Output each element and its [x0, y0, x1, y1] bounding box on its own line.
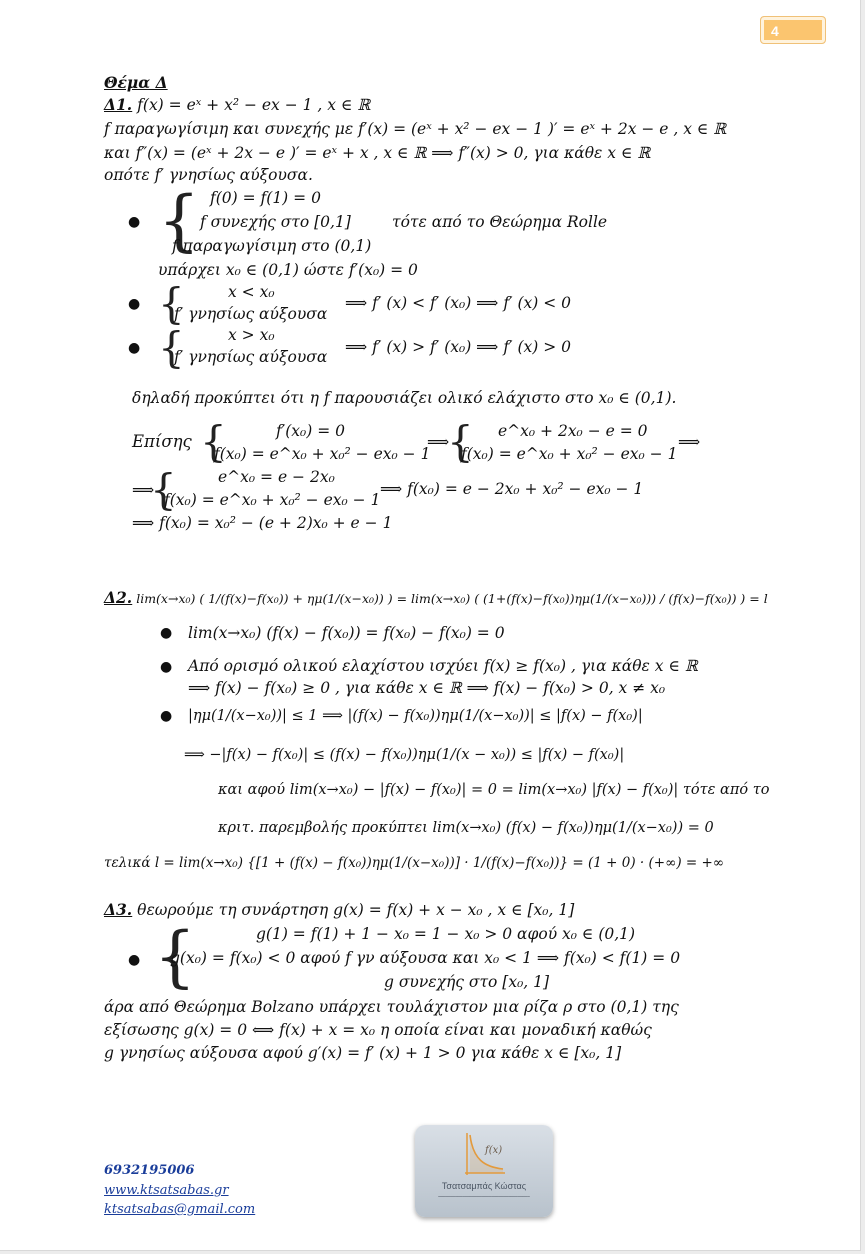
case-1-a: x < x₀ [228, 283, 275, 301]
d1-line-6: δηλαδή προκύπτει ότι η f παρουσιάζει ολικό ελάχιστο στο x₀ ∈ (0,1). [132, 389, 677, 407]
e-line-7: ⟹ f(x₀) = e − 2x₀ + x₀² − ex₀ − 1 [380, 480, 644, 498]
d1-line-3: και f″(x) = (eˣ + 2x − e )′ = eˣ + x , x ∈ ℝ ⟹ f″(x) > 0, για κάθε x ∈ ℝ [104, 144, 651, 162]
logo-graph-icon [415, 1125, 553, 1181]
case-1-result: ⟹ f′ (x) < f′ (x₀) ⟹ f′ (x) < 0 [345, 294, 572, 312]
e-arrow: ⟹ [678, 433, 701, 451]
logo-tagline: ━━━━━━━━━━━━━━━━━━━━━━━━━━━━━━━━━━━━━━ [438, 1194, 530, 1199]
d3-system-2: g(x₀) = f(x₀) < 0 αφού f γν αύξουσα και x₀ < 1 ⟹ f(x₀) < f(1) = 0 [170, 949, 681, 967]
d2-final: τελικά l = lim(x→x₀) {[1 + (f(x) − f(x₀))ημ(1/(x−x₀))] · 1/(f(x)−f(x₀))} = (1 + 0) · (+∞) = +∞ [104, 855, 725, 871]
e-line-8: ⟹ f(x₀) = x₀² − (e + 2)x₀ + e − 1 [132, 514, 393, 532]
page-number-badge: 4 [760, 16, 826, 44]
left-brace-icon: { [158, 279, 185, 328]
rolle-condition-2: f συνεχής στο [0,1] [200, 213, 351, 231]
d1-function-def: f(x) = eˣ + x² − ex − 1 , x ∈ ℝ [137, 96, 371, 114]
e-line-3: e^x₀ + 2x₀ − e = 0 [498, 422, 648, 440]
d1-label: Δ1. [104, 95, 133, 114]
d3-line-2: άρα από Θεώρημα Bolzano υπάρχει τουλάχιστον μια ρίζα ρ στο (0,1) της [104, 998, 679, 1016]
d1-line-2: f παραγωγίσιμη και συνεχής με f′(x) = (eˣ + x² − ex − 1 )′ = eˣ + 2x − e , x ∈ ℝ [104, 120, 727, 138]
e-label: Επίσης [132, 432, 192, 451]
case-2-result: ⟹ f′ (x) > f′ (x₀) ⟹ f′ (x) > 0 [345, 338, 572, 356]
bullet-icon: ● [128, 214, 141, 230]
d3-line-3: εξίσωσης g(x) = 0 ⟺ f(x) + x = x₀ η οποία είναι και μοναδική καθώς [104, 1021, 652, 1039]
d2-line-1 [104, 588, 768, 609]
d3-label: Δ3. [104, 900, 133, 919]
rolle-condition-3: f παραγωγίσιμη στο (0,1) [172, 237, 372, 255]
d3-system-1: g(1) = f(1) + 1 − x₀ = 1 − x₀ > 0 αφού x₀ ∈ (0,1) [256, 925, 636, 943]
d2-label: Δ2. [104, 588, 133, 607]
case-2-b: f′ γνησίως αύξουσα [174, 348, 328, 366]
d2-bullet-3b: ⟹ −|f(x) − f(x₀)| ≤ (f(x) − f(x₀))ημ(1/(x − x₀)) ≤ |f(x) − f(x₀)| [184, 747, 625, 763]
left-brace-icon: { [200, 417, 227, 466]
footer-phone: 6932195006 [104, 1163, 195, 1178]
bullet-icon: ● [160, 659, 173, 675]
rolle-conclusion: τότε από το Θεώρημα Rolle [392, 213, 608, 231]
left-brace-icon: { [158, 323, 185, 372]
bullet-icon: ● [128, 340, 141, 356]
d1-line-5: υπάρχει x₀ ∈ (0,1) ώστε f′(x₀) = 0 [158, 261, 418, 279]
d2-bullet-3d: κριτ. παρεμβολής προκύπτει lim(x→x₀) (f(x) − f(x₀))ημ(1/(x−x₀)) = 0 [218, 820, 714, 836]
bullet-icon: ● [160, 708, 173, 724]
e-line-5: e^x₀ = e − 2x₀ [218, 468, 335, 486]
footer-email-link[interactable]: ktsatsabas@gmail.com [104, 1202, 256, 1217]
bullet-icon: ● [128, 952, 141, 968]
logo-name: Τσατσαμπάς Κώστας [441, 1181, 527, 1191]
d3-system-3: g συνεχής στο [x₀, 1] [384, 973, 550, 991]
e-line-6: f(x₀) = e^x₀ + x₀² − ex₀ − 1 [164, 491, 381, 509]
d2-limit-expression: lim(x→x₀) ( 1/(f(x)−f(x₀)) + ημ(1/(x−x₀)) ) = lim(x→x₀) ( (1+(f(x)−f(x₀))ημ(1/(x−x₀))) / (f(x)−f(x₀)) ) = l [136, 591, 768, 606]
bullet-icon: ● [128, 296, 141, 312]
d1-line-4: οπότε f′ γνησίως αύξουσα. [104, 166, 313, 184]
e-arrow: ⟹ [132, 481, 155, 499]
e-arrow: ⟹ [427, 433, 450, 451]
d2-bullet-2b: ⟹ f(x) − f(x₀) ≥ 0 , για κάθε x ∈ ℝ ⟹ f(x) − f(x₀) > 0, x ≠ x₀ [188, 679, 666, 697]
bullet-icon: ● [160, 625, 173, 641]
footer-website-link[interactable]: www.ktsatsabas.gr [104, 1183, 229, 1198]
left-brace-icon: { [158, 182, 200, 259]
case-2-a: x > x₀ [228, 326, 275, 344]
d2-bullet-1: lim(x→x₀) (f(x) − f(x₀)) = f(x₀) − f(x₀) = 0 [188, 624, 505, 642]
case-1-b: f′ γνησίως αύξουσα [174, 305, 328, 323]
d3-line-4: g γνησίως αύξουσα αφού g′(x) = f′ (x) + 1 > 0 για κάθε x ∈ [x₀, 1] [104, 1044, 622, 1062]
left-brace-icon: { [154, 918, 196, 995]
left-brace-icon: { [150, 465, 177, 514]
rolle-condition-1: f(0) = f(1) = 0 [210, 189, 321, 207]
d3-definition: θεωρούμε τη συνάρτηση g(x) = f(x) + x − x₀ , x ∈ [x₀, 1] [137, 901, 575, 919]
left-brace-icon: { [447, 417, 474, 466]
d2-bullet-3c: και αφού lim(x→x₀) − |f(x) − f(x₀)| = 0 = lim(x→x₀) |f(x) − f(x₀)| τότε από το [218, 782, 770, 798]
d2-bullet-2: Από ορισμό ολικού ελαχίστου ισχύει f(x) ≥ f(x₀) , για κάθε x ∈ ℝ [188, 657, 698, 675]
logo-fx: f(x) [485, 1145, 503, 1156]
d1-line-1 [104, 95, 370, 115]
e-line-4: f(x₀) = e^x₀ + x₀² − ex₀ − 1 [461, 445, 678, 463]
e-line-2: f(x₀) = e^x₀ + x₀² − ex₀ − 1 [214, 445, 431, 463]
section-title: Θέμα Δ [104, 73, 168, 92]
d2-bullet-3: |ημ(1/(x−x₀))| ≤ 1 ⟹ |(f(x) − f(x₀))ημ(1/(x−x₀))| ≤ |f(x) − f(x₀)| [188, 708, 643, 724]
author-logo [415, 1125, 553, 1217]
e-line-1: f′(x₀) = 0 [276, 422, 346, 440]
